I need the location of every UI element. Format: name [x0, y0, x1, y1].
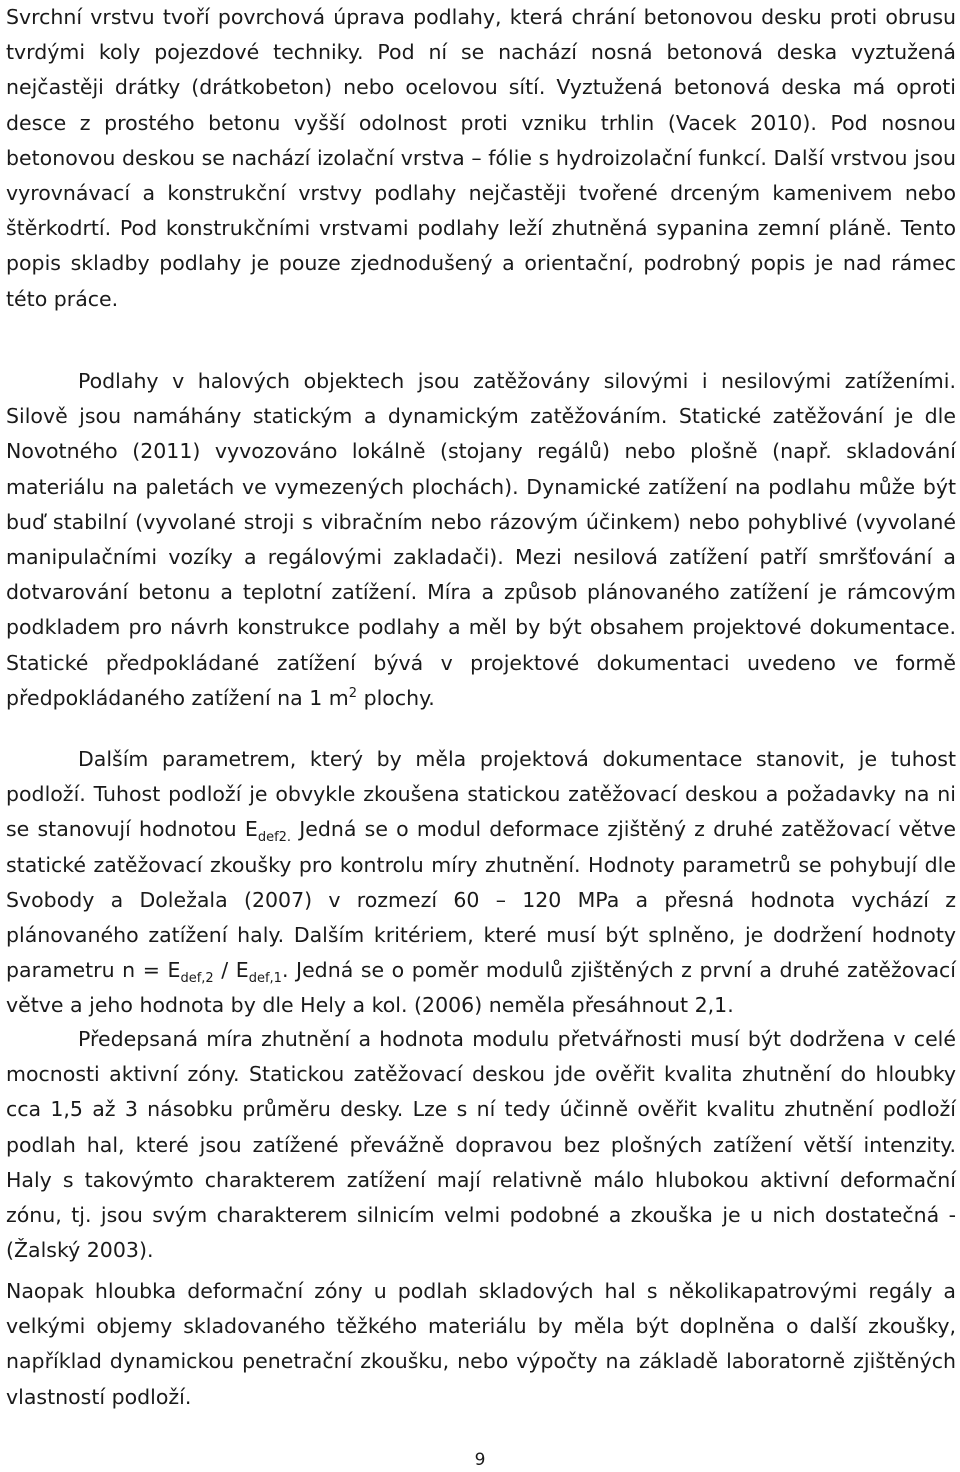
page-number: 9	[474, 1450, 486, 1470]
paragraph-subgrade-stiffness	[6, 742, 956, 1024]
paragraph-text: plochy.	[357, 685, 435, 710]
superscript: 2	[348, 686, 358, 701]
paragraph-floor-loads	[6, 364, 956, 716]
paragraph-text: / E	[213, 958, 249, 983]
paragraph-text: . Jedná se o poměr modulů zjištěných z první a druhé zatěžovací větve a jeho hodnota by dle Hely a kol. (2006) neměla přesáhnout 2,1.	[6, 958, 956, 1018]
paragraph-deformation-zone	[6, 1274, 956, 1415]
paragraph-text: Jedná se o modul deformace zjištěný z druhé zatěžovací větve statické zatěžovací zkoušky pro kontrolu míry zhutnění. Hodnoty parametrů se pohybují dle Svobody a Doležala (2007) v rozmezí 60 – 120 MPa a přesná hodnota vychází z plánovaného zatížení haly. Dalším kritériem, které musí být splněno, je dodržení hodnoty parametru n = E	[6, 817, 956, 983]
paragraph-text: Dalším parametrem, který by měla projektová dokumentace stanovit, je tuhost podloží. Tuhost podloží je obvykle zkoušena statickou zatěžovací deskou a požadavky na ni se stanovují hodnotou E	[6, 747, 956, 842]
paragraph-compaction	[6, 1022, 956, 1268]
subscript: def2.	[257, 830, 292, 846]
subscript: def,2	[180, 971, 214, 987]
paragraph-floor-layers	[6, 0, 956, 317]
paragraph-text: Naopak hloubka deformační zóny u podlah skladových hal s několikapatrovými regály a velkými objemy skladovaného těžkého materiálu by měla být doplněna o další zkoušky, například dynamickou penetrační zkoušku, nebo výpočty na základě laboratorně zjištěných vlastností podloží.	[6, 1279, 956, 1409]
paragraph-text: Předepsaná míra zhutnění a hodnota modulu přetvářnosti musí být dodržena v celé mocnosti aktivní zóny. Statickou zatěžovací deskou jde ověřit kvalita zhutnění do hloubky cca 1,5 až 3 násobku průměru desky. Lze s ní tedy účinně ověřit kvalitu zhutnění podloží podlah hal, které jsou zatížené převážně dopravou bez plošných zatížení větší intenzity. Haly s takovýmto charakterem zatížení mají relativně málo hlubokou aktivní deformační zónu, tj. jsou svým charakterem silnicím velmi podobné a zkouška je u nich dostatečná - (Žalský 2003).	[6, 1027, 956, 1263]
paragraph-text: Svrchní vrstvu tvoří povrchová úprava podlahy, která chrání betonovou desku proti obrusu tvrdými koly pojezdové techniky. Pod ní se nachází nosná betonová deska vyztužená nejčastěji drátky (drátkobeton) nebo ocelovou sítí. Vyztužená betonová deska má oproti desce z prostého betonu vyšší odolnost proti vzniku trhlin (Vacek 2010). Pod nosnou betonovou deskou se nachází izolační vrstva – fólie s hydroizolační funkcí. Další vrstvou jsou vyrovnávací a konstrukční vrstvy podlahy nejčastěji tvořené drceným kamenivem nebo štěrkodrtí. Pod konstrukčními vrstvami podlahy leží zhutněná sypanina zemní pláně. Tento popis skladby podlahy je pouze zjednodušený a orientační, podrobný popis je nad rámec této práce.	[6, 5, 956, 311]
paragraph-text: Podlahy v halových objektech jsou zatěžovány silovými i nesilovými zatíženími. Silově jsou namáhány statickým a dynamickým zatěžováním. Statické zatěžování je dle Novotného (2011) vyvozováno lokálně (stojany regálů) nebo plošně (např. skladování materiálu na paletách ve vymezených plochách). Dynamické zatížení na podlahu může být buď stabilní (vyvolané stroji s vibračním nebo rázovým účinkem) nebo pohyblivé (vyvolané manipulačními vozíky a regálovými zakladači). Mezi nesilová zatížení patří smršťování a dotvarování betonu a teplotní zatížení. Míra a způsob plánovaného zatížení je rámcovým podkladem pro návrh konstrukce podlahy a měl by být obsahem projektové dokumentace. Statické předpokládané zatížení bývá v projektové dokumentaci uvedeno ve formě předpokládaného zatížení na 1 m	[6, 369, 956, 710]
subscript: def,1	[248, 971, 282, 987]
